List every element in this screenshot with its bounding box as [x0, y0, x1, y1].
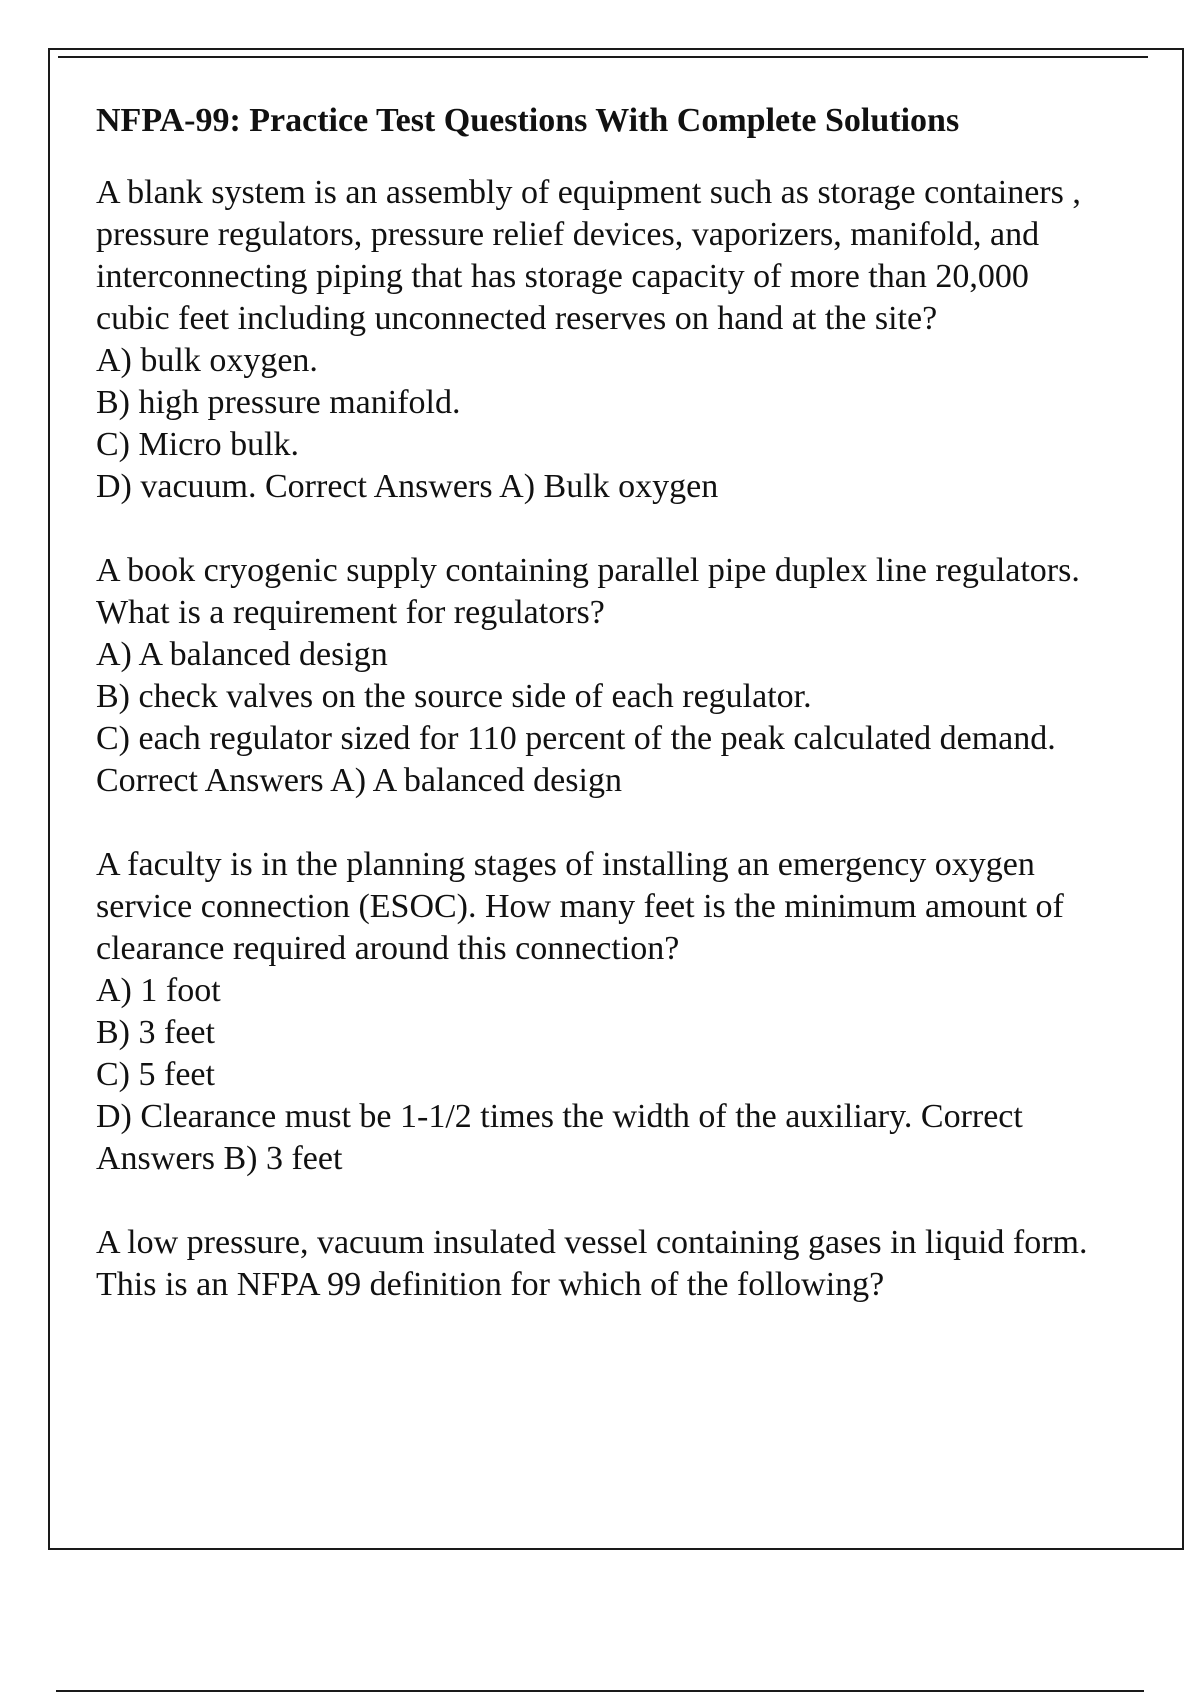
question-2 [96, 550, 1106, 802]
document-content [96, 100, 1106, 1348]
answer-option: C) Micro bulk. [96, 426, 300, 463]
answer-option: D) Clearance must be 1-1/2 times the width of the auxiliary. Correct Answers B) 3 feet [96, 1098, 1023, 1177]
answer-option: B) check valves on the source side of each regulator. [96, 678, 812, 715]
question-3 [96, 844, 1106, 1180]
top-rule [58, 56, 1148, 58]
answer-option: A) bulk oxygen. [96, 342, 318, 379]
answer-option: A) A balanced design [96, 636, 388, 673]
answer-option: C) 5 feet [96, 1056, 215, 1093]
answer-option: D) vacuum. Correct Answers A) Bulk oxygen [96, 468, 719, 505]
answer-option: B) high pressure manifold. [96, 384, 461, 421]
question-stem: A faculty is in the planning stages of installing an emergency oxygen service connection (ESOC). How many feet is the minimum amount of clearance required around this connection? [96, 846, 1064, 967]
question-stem: A blank system is an assembly of equipment such as storage containers , pressure regulators, pressure relief devices, vaporizers, manifold, and interconnecting piping that has storage capacity of more than 20,000 cubic feet including unconnected reserves on hand at the site? [96, 174, 1081, 337]
question-stem: A book cryogenic supply containing parallel pipe duplex line regulators. What is a requirement for regulators? [96, 552, 1080, 631]
question-4 [96, 1222, 1106, 1306]
answer-option: C) each regulator sized for 110 percent of the peak calculated demand. Correct Answers A) A balanced design [96, 720, 1056, 799]
question-stem: A low pressure, vacuum insulated vessel containing gases in liquid form. This is an NFPA 99 definition for which of the following? [96, 1224, 1088, 1303]
answer-option: B) 3 feet [96, 1014, 215, 1051]
document-title: NFPA-99: Practice Test Questions With Complete Solutions [96, 102, 960, 139]
bottom-rule [56, 1690, 1144, 1692]
answer-option: A) 1 foot [96, 972, 221, 1009]
question-1 [96, 172, 1106, 508]
